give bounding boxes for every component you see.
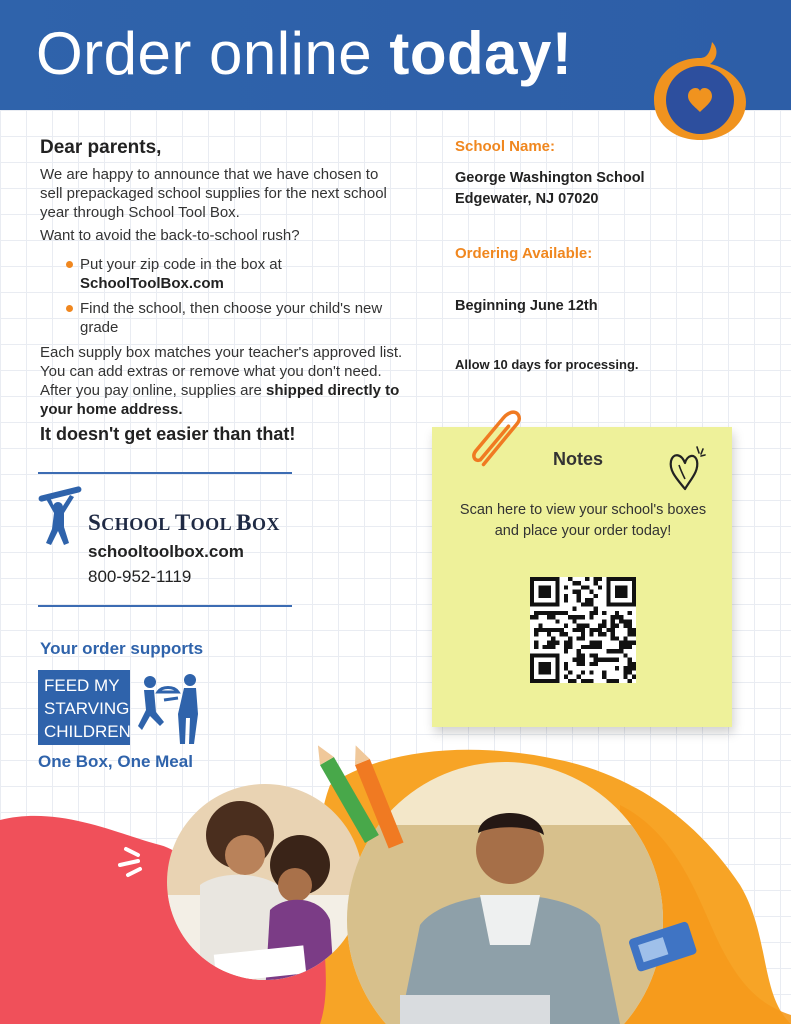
heart-doodle-icon — [665, 443, 709, 493]
supports-heading: Your order supports — [40, 639, 204, 658]
intro-paragraph: We are happy to announce that we have chosen to sell prepackaged school supplies for the next school year through School Tool Box. — [40, 166, 387, 221]
divider — [38, 472, 292, 474]
note-title: Notes — [552, 449, 603, 469]
brand-phone: 800-952-1119 — [88, 567, 192, 586]
bullet-text: Find the school, then choose your child's new grade — [80, 300, 383, 336]
note-text: Scan here to view your school's boxes and place your order today! — [459, 502, 707, 539]
body-bold-text: shipped directly to your home address. — [40, 382, 400, 418]
school-city: Edgewater, NJ 07020 — [455, 191, 599, 207]
title-bold: today! — [389, 20, 573, 87]
school-tool-box-logo — [36, 485, 86, 547]
title-light: Order online — [36, 20, 373, 87]
list-item — [66, 299, 386, 337]
logo-line-1: FEED MY — [44, 676, 120, 695]
family-illustration — [0, 745, 791, 1024]
bullet-link[interactable]: SchoolToolBox.com — [80, 275, 224, 292]
question-paragraph: Want to avoid the back-to-school rush? — [40, 227, 300, 244]
charity-slogan: One Box, One Meal — [38, 752, 193, 771]
school-name-label: School Name: — [455, 138, 556, 155]
page-title — [36, 18, 572, 90]
brand-url[interactable]: schooltoolbox.com — [88, 542, 244, 561]
bullet-text: Put your zip code in the box at — [80, 256, 282, 273]
qr-code[interactable] — [530, 577, 636, 683]
logo-line-2: STARVING — [44, 699, 130, 718]
heart-badge-icon — [650, 40, 750, 140]
list-item — [66, 255, 386, 293]
brand-name: SCHOOL TOOL BOX — [88, 510, 281, 535]
ordering-label: Ordering Available: — [455, 245, 593, 262]
processing-note: Allow 10 days for processing. — [455, 357, 639, 372]
tagline: It doesn't get easier than that! — [40, 424, 296, 444]
divider — [38, 605, 292, 607]
body-text: Each supply box matches your teacher's approved list. You can add extras or remove what you don't need. After you pay online, supplies are — [40, 344, 403, 399]
school-name-value — [455, 168, 755, 210]
school-name: George Washington School — [455, 170, 645, 186]
feed-my-starving-children-logo — [38, 670, 208, 745]
ordering-value: Beginning June 12th — [455, 298, 598, 314]
body-paragraph — [40, 343, 405, 419]
paperclip-icon — [470, 405, 530, 475]
greeting: Dear parents, — [40, 137, 162, 158]
logo-line-3: CHILDREN — [44, 722, 131, 741]
